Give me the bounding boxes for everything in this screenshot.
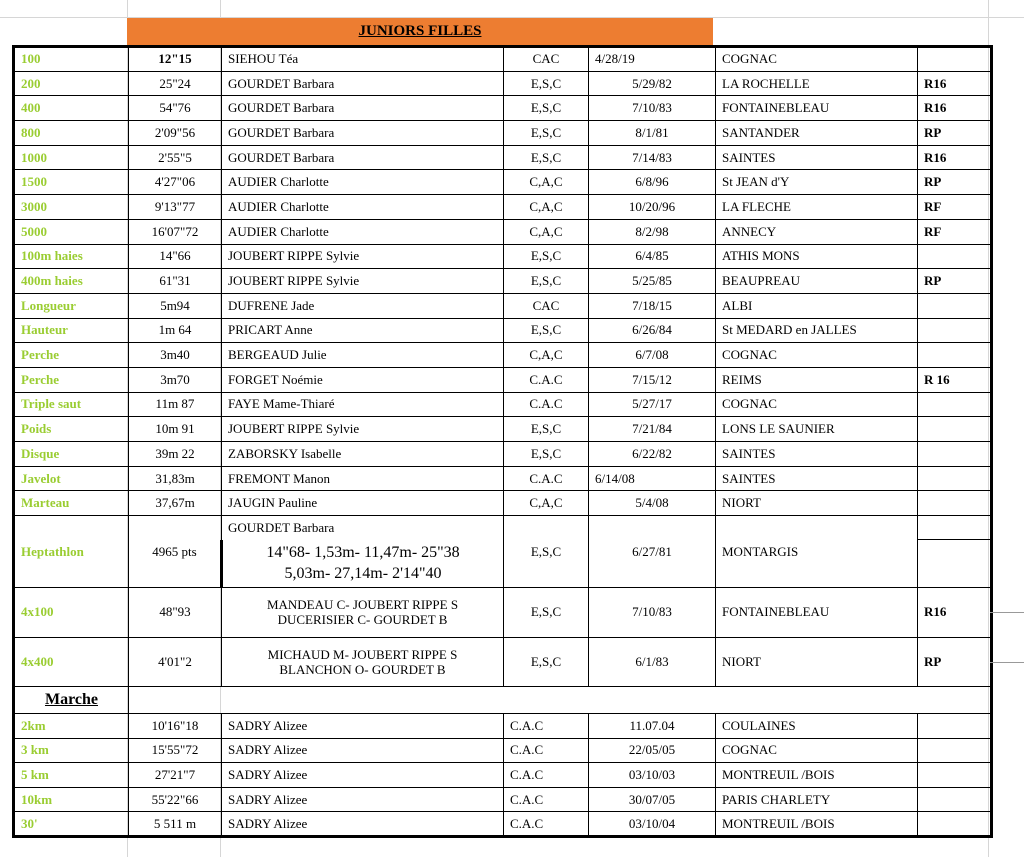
event-cell: 1000 <box>14 145 129 170</box>
performance-cell: 55'22"66 <box>129 787 222 812</box>
athlete-cell: JOUBERT RIPPE Sylvie <box>222 417 504 442</box>
record-row <box>14 71 992 96</box>
athlete-cell: GOURDET Barbara <box>222 121 504 146</box>
athlete-cell: FREMONT Manon <box>222 466 504 491</box>
record-row <box>14 244 992 269</box>
athlete-cell: JOUBERT RIPPE Sylvie <box>222 244 504 269</box>
performance-cell: 27'21"7 <box>129 763 222 788</box>
date-cell: 03/10/04 <box>589 812 716 837</box>
team-cell <box>222 637 504 687</box>
athlete-cell: SIEHOU Téa <box>222 47 504 72</box>
athlete-cell: FORGET Noémie <box>222 367 504 392</box>
note-cell: RP <box>918 170 992 195</box>
records-table <box>12 45 993 838</box>
grid-line <box>990 612 1024 613</box>
place-cell: ANNECY <box>716 219 918 244</box>
performance-cell: 11m 87 <box>129 392 222 417</box>
place-cell: NIORT <box>716 637 918 687</box>
place-cell: COULAINES <box>716 714 918 739</box>
record-row <box>14 491 992 516</box>
note-cell <box>918 738 992 763</box>
event-cell: 2km <box>14 714 129 739</box>
place-cell: St JEAN d'Y <box>716 170 918 195</box>
place-cell: SANTANDER <box>716 121 918 146</box>
place-cell: LONS LE SAUNIER <box>716 417 918 442</box>
category-cell: E,S,C <box>504 121 589 146</box>
event-cell: 800 <box>14 121 129 146</box>
record-row <box>14 763 992 788</box>
record-row <box>14 318 992 343</box>
category-cell: E,S,C <box>504 442 589 467</box>
performance-cell: 4965 pts <box>129 516 222 588</box>
date-cell: 6/8/96 <box>589 170 716 195</box>
record-row <box>14 121 992 146</box>
athlete-cell: BERGEAUD Julie <box>222 343 504 368</box>
date-cell: 7/15/12 <box>589 367 716 392</box>
place-cell: COGNAC <box>716 738 918 763</box>
athlete-cell: ZABORSKY Isabelle <box>222 442 504 467</box>
performance-cell: 16'07"72 <box>129 219 222 244</box>
date-cell: 30/07/05 <box>589 787 716 812</box>
place-cell: FONTAINEBLEAU <box>716 96 918 121</box>
category-cell: C,A,C <box>504 343 589 368</box>
performance-cell: 10m 91 <box>129 417 222 442</box>
grid-line <box>990 662 1024 663</box>
event-cell: 10km <box>14 787 129 812</box>
record-row <box>14 195 992 220</box>
note-cell: RP <box>918 121 992 146</box>
note-cell <box>918 244 992 269</box>
performance-cell: 5m94 <box>129 293 222 318</box>
note-cell: RP <box>918 269 992 294</box>
place-cell: SAINTES <box>716 442 918 467</box>
place-cell: SAINTES <box>716 466 918 491</box>
performance-cell: 48"93 <box>129 588 222 638</box>
date-cell: 7/21/84 <box>589 417 716 442</box>
event-detail-cell <box>222 540 504 588</box>
record-row <box>14 738 992 763</box>
team-line: DUCERISIER C- GOURDET B <box>277 612 448 628</box>
category-cell: E,S,C <box>504 269 589 294</box>
note-cell <box>918 466 992 491</box>
record-row <box>14 367 992 392</box>
record-row <box>14 442 992 467</box>
note-cell: RF <box>918 219 992 244</box>
category-cell: CAC <box>504 293 589 318</box>
performance-cell: 1m 64 <box>129 318 222 343</box>
section-title: Marche <box>14 687 129 714</box>
note-cell <box>918 318 992 343</box>
category-cell: C.A.C <box>504 714 589 739</box>
event-cell: 4x100 <box>14 588 129 638</box>
record-row <box>14 293 992 318</box>
record-row <box>14 812 992 837</box>
athlete-cell: AUDIER Charlotte <box>222 170 504 195</box>
record-row <box>14 47 992 72</box>
date-cell: 6/27/81 <box>589 516 716 588</box>
note-cell: R16 <box>918 588 992 638</box>
event-cell: Longueur <box>14 293 129 318</box>
date-cell: 11.07.04 <box>589 714 716 739</box>
category-cell: C.A.C <box>504 763 589 788</box>
category-cell: C.A.C <box>504 367 589 392</box>
sheet-title-banner <box>127 18 713 45</box>
date-cell: 5/4/08 <box>589 491 716 516</box>
note-cell <box>918 343 992 368</box>
athlete-cell: GOURDET Barbara <box>222 96 504 121</box>
athlete-cell: JOUBERT RIPPE Sylvie <box>222 269 504 294</box>
note-cell <box>918 293 992 318</box>
team-line: BLANCHON O- GOURDET B <box>279 661 446 677</box>
date-cell: 6/22/82 <box>589 442 716 467</box>
date-cell: 7/10/83 <box>589 588 716 638</box>
athlete-cell: SADRY Alizee <box>222 763 504 788</box>
date-cell: 5/27/17 <box>589 392 716 417</box>
event-cell: Perche <box>14 367 129 392</box>
category-cell: C,A,C <box>504 219 589 244</box>
category-cell: E,S,C <box>504 588 589 638</box>
event-cell: Javelot <box>14 466 129 491</box>
relay-row <box>14 588 992 638</box>
place-cell: St MEDARD en JALLES <box>716 318 918 343</box>
performance-cell: 3m40 <box>129 343 222 368</box>
event-cell: 5000 <box>14 219 129 244</box>
performance-cell: 2'55"5 <box>129 145 222 170</box>
team-line: MICHAUD M- JOUBERT RIPPE S <box>267 646 458 662</box>
athlete-cell: FAYE Mame-Thiaré <box>222 392 504 417</box>
event-cell: Marteau <box>14 491 129 516</box>
section-blank <box>129 687 992 714</box>
record-row <box>14 343 992 368</box>
note-cell <box>918 714 992 739</box>
place-cell: REIMS <box>716 367 918 392</box>
record-row <box>14 787 992 812</box>
record-row <box>14 96 992 121</box>
athlete-cell: AUDIER Charlotte <box>222 219 504 244</box>
category-cell: E,S,C <box>504 318 589 343</box>
event-detail-line: 5,03m- 27,14m- 2'14"40 <box>284 565 442 583</box>
category-cell: E,S,C <box>504 637 589 687</box>
performance-cell: 5 511 m <box>129 812 222 837</box>
athlete-cell: SADRY Alizee <box>222 787 504 812</box>
category-cell: C.A.C <box>504 787 589 812</box>
place-cell: LA FLECHE <box>716 195 918 220</box>
category-cell: E,S,C <box>504 145 589 170</box>
event-cell: 30' <box>14 812 129 837</box>
event-cell: 1500 <box>14 170 129 195</box>
category-cell: CAC <box>504 47 589 72</box>
athlete-cell: DUFRENE Jade <box>222 293 504 318</box>
place-cell: SAINTES <box>716 145 918 170</box>
performance-cell: 31,83m <box>129 466 222 491</box>
performance-cell: 2'09"56 <box>129 121 222 146</box>
place-cell: LA ROCHELLE <box>716 71 918 96</box>
place-cell: NIORT <box>716 491 918 516</box>
category-cell: C,A,C <box>504 195 589 220</box>
note-cell: R16 <box>918 71 992 96</box>
category-cell: C.A.C <box>504 738 589 763</box>
record-row <box>14 516 992 540</box>
performance-cell: 54"76 <box>129 96 222 121</box>
date-cell: 7/14/83 <box>589 145 716 170</box>
note-cell <box>918 763 992 788</box>
place-cell: COGNAC <box>716 343 918 368</box>
performance-cell: 9'13"77 <box>129 195 222 220</box>
date-cell: 6/7/08 <box>589 343 716 368</box>
event-cell: 3000 <box>14 195 129 220</box>
note-cell <box>918 516 992 540</box>
date-cell: 7/18/15 <box>589 293 716 318</box>
note-cell: RF <box>918 195 992 220</box>
event-cell: Triple saut <box>14 392 129 417</box>
event-cell: 100 <box>14 47 129 72</box>
event-cell: Hauteur <box>14 318 129 343</box>
category-cell: E,S,C <box>504 71 589 96</box>
athlete-cell: GOURDET Barbara <box>222 516 504 540</box>
athlete-cell: AUDIER Charlotte <box>222 195 504 220</box>
note-cell: R16 <box>918 145 992 170</box>
note-cell: RP <box>918 637 992 687</box>
note-cell <box>918 417 992 442</box>
performance-cell: 14"66 <box>129 244 222 269</box>
athlete-cell: PRICART Anne <box>222 318 504 343</box>
category-cell: E,S,C <box>504 96 589 121</box>
note-cell <box>918 392 992 417</box>
sheet-title: JUNIORS FILLES <box>358 23 482 39</box>
performance-cell: 39m 22 <box>129 442 222 467</box>
place-cell: MONTREUIL /BOIS <box>716 763 918 788</box>
performance-cell: 25"24 <box>129 71 222 96</box>
place-cell: ALBI <box>716 293 918 318</box>
category-cell: E,S,C <box>504 417 589 442</box>
athlete-cell: GOURDET Barbara <box>222 145 504 170</box>
date-cell: 10/20/96 <box>589 195 716 220</box>
event-cell: Poids <box>14 417 129 442</box>
performance-cell: 37,67m <box>129 491 222 516</box>
performance-cell: 4'01"2 <box>129 637 222 687</box>
event-cell: Heptathlon <box>14 516 129 588</box>
team-cell <box>222 588 504 638</box>
event-cell: 200 <box>14 71 129 96</box>
note-cell <box>918 787 992 812</box>
relay-row <box>14 637 992 687</box>
date-cell: 7/10/83 <box>589 96 716 121</box>
note-cell <box>918 47 992 72</box>
note-cell <box>918 442 992 467</box>
record-row <box>14 269 992 294</box>
category-cell: E,S,C <box>504 244 589 269</box>
place-cell: MONTREUIL /BOIS <box>716 812 918 837</box>
date-cell: 6/1/83 <box>589 637 716 687</box>
record-row <box>14 466 992 491</box>
athlete-cell: SADRY Alizee <box>222 714 504 739</box>
note-cell <box>918 812 992 837</box>
athlete-cell: JAUGIN Pauline <box>222 491 504 516</box>
event-detail-line: 14"68- 1,53m- 11,47m- 25"38 <box>266 544 460 562</box>
event-cell: 5 km <box>14 763 129 788</box>
event-cell: 400 <box>14 96 129 121</box>
performance-cell: 3m70 <box>129 367 222 392</box>
place-cell: COGNAC <box>716 47 918 72</box>
category-cell: C.A.C <box>504 812 589 837</box>
place-cell: FONTAINEBLEAU <box>716 588 918 638</box>
record-row <box>14 417 992 442</box>
category-cell: E,S,C <box>504 516 589 588</box>
event-cell: Perche <box>14 343 129 368</box>
team-line: MANDEAU C- JOUBERT RIPPE S <box>266 597 459 613</box>
date-cell: 6/4/85 <box>589 244 716 269</box>
category-cell: C,A,C <box>504 491 589 516</box>
place-cell: PARIS CHARLETY <box>716 787 918 812</box>
performance-cell: 4'27"06 <box>129 170 222 195</box>
place-cell: BEAUPREAU <box>716 269 918 294</box>
event-cell: 400m haies <box>14 269 129 294</box>
athlete-cell: SADRY Alizee <box>222 738 504 763</box>
event-cell: Disque <box>14 442 129 467</box>
date-cell: 6/14/08 <box>589 466 716 491</box>
date-cell: 5/29/82 <box>589 71 716 96</box>
category-cell: C.A.C <box>504 392 589 417</box>
category-cell: C.A.C <box>504 466 589 491</box>
category-cell: C,A,C <box>504 170 589 195</box>
record-row <box>14 145 992 170</box>
date-cell: 8/1/81 <box>589 121 716 146</box>
place-cell: ATHIS MONS <box>716 244 918 269</box>
section-row <box>14 687 992 714</box>
event-cell: 100m haies <box>14 244 129 269</box>
place-cell: MONTARGIS <box>716 516 918 588</box>
date-cell: 22/05/05 <box>589 738 716 763</box>
note-cell <box>918 491 992 516</box>
athlete-cell: GOURDET Barbara <box>222 71 504 96</box>
record-row <box>14 219 992 244</box>
event-cell: 3 km <box>14 738 129 763</box>
athlete-cell: SADRY Alizee <box>222 812 504 837</box>
performance-cell: 15'55"72 <box>129 738 222 763</box>
note-cell: R 16 <box>918 367 992 392</box>
performance-cell: 10'16"18 <box>129 714 222 739</box>
date-cell: 03/10/03 <box>589 763 716 788</box>
record-row <box>14 170 992 195</box>
date-cell: 6/26/84 <box>589 318 716 343</box>
record-row <box>14 392 992 417</box>
record-row <box>14 714 992 739</box>
performance-cell: 12"15 <box>129 47 222 72</box>
date-cell: 5/25/85 <box>589 269 716 294</box>
date-cell: 4/28/19 <box>589 47 716 72</box>
event-cell: 4x400 <box>14 637 129 687</box>
note-cell <box>918 540 992 588</box>
date-cell: 8/2/98 <box>589 219 716 244</box>
place-cell: COGNAC <box>716 392 918 417</box>
performance-cell: 61"31 <box>129 269 222 294</box>
note-cell: R16 <box>918 96 992 121</box>
